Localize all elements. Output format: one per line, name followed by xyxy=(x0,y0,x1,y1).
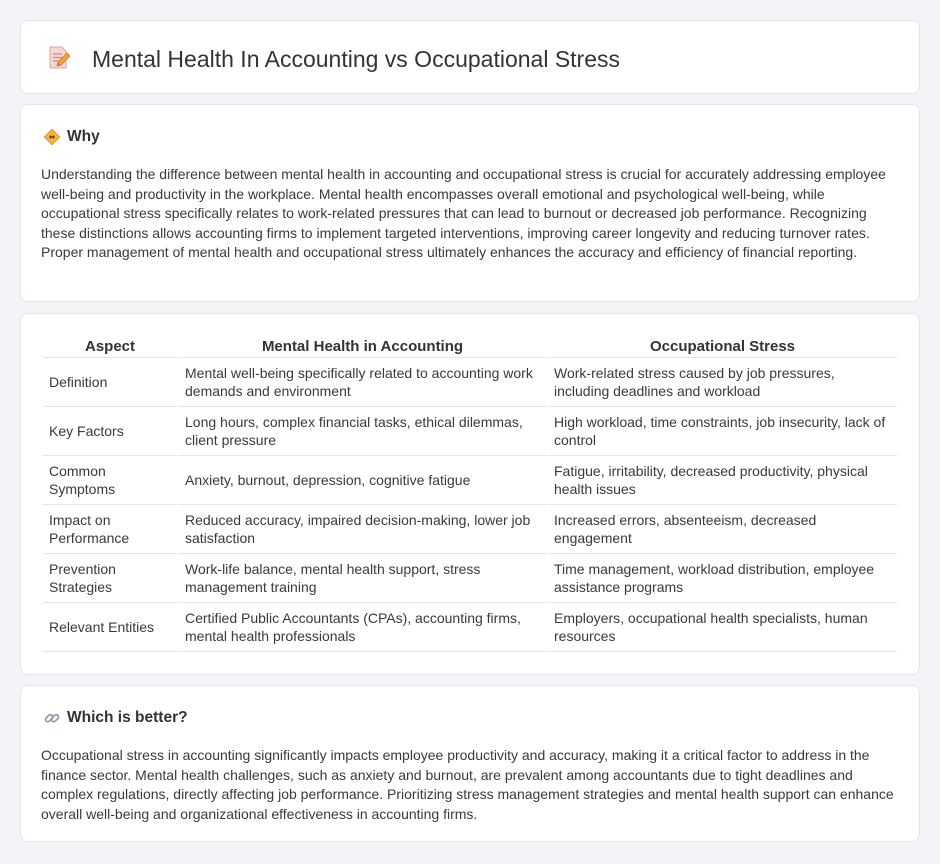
diamond-arrows-icon xyxy=(43,128,61,146)
table-row xyxy=(43,554,897,603)
aspect-cell: Key Factors xyxy=(43,407,177,456)
better-heading-row xyxy=(43,708,188,728)
better-text: Occupational stress in accounting significantly impacts employee productivity and accuracy, making it a critical factor to address in the finance sector. Mental health challenges, such as anxiety and burnout, are prevalent among accountants due to tight deadlines and complex regulations, directly affecting job performance. Prioritizing stress management strategies and mental health support can enhance overall well-being and organizational effectiveness in accounting firms. xyxy=(41,747,894,822)
table-row xyxy=(43,407,897,456)
aspect-cell: Relevant Entities xyxy=(43,603,177,652)
table-row xyxy=(43,456,897,505)
table-header-row xyxy=(43,336,897,358)
page-title: Mental Health In Accounting vs Occupational Stress xyxy=(92,46,621,72)
comparison-table xyxy=(41,336,899,652)
mental-health-cell: Mental well-being specifically related to accounting work demands and environment xyxy=(179,358,546,407)
comparison-section xyxy=(20,313,920,675)
table-row xyxy=(43,505,897,554)
better-heading: Which is better? xyxy=(67,709,188,726)
mental-health-cell: Anxiety, burnout, depression, cognitive fatigue xyxy=(179,456,546,505)
occupational-stress-cell: Fatigue, irritability, decreased productivity, physical health issues xyxy=(548,456,897,505)
why-heading-row xyxy=(43,127,100,147)
mental-health-cell: Reduced accuracy, impaired decision-making, lower job satisfaction xyxy=(179,505,546,554)
aspect-cell: Impact on Performance xyxy=(43,505,177,554)
mental-health-cell: Long hours, complex financial tasks, ethical dilemmas, client pressure xyxy=(179,407,546,456)
link-icon xyxy=(43,709,61,727)
why-text: Understanding the difference between mental health in accounting and occupational stress is crucial for accurately addressing employee well-being and productivity in the workplace. Mental health encompasses overall emotional and psychological well-being, while occupational stress specifically relates to work-related pressures that can lead to burnout or decreased job performance. Recognizing these distinctions allows accounting firms to implement targeted interventions, improving career longevity and reducing turnover rates. Proper management of mental health and occupational stress ultimately enhances the accuracy and efficiency of financial reporting. xyxy=(41,166,886,261)
column-header-occupational-stress: Occupational Stress xyxy=(548,336,897,358)
table-row xyxy=(43,358,897,407)
column-header-aspect: Aspect xyxy=(43,336,177,358)
aspect-cell: Common Symptoms xyxy=(43,456,177,505)
why-heading: Why xyxy=(67,128,100,145)
why-section xyxy=(20,104,920,302)
which-is-better-section xyxy=(20,685,920,842)
aspect-cell: Definition xyxy=(43,358,177,407)
occupational-stress-cell: Increased errors, absenteeism, decreased engagement xyxy=(548,505,897,554)
occupational-stress-cell: Employers, occupational health specialists, human resources xyxy=(548,603,897,652)
mental-health-cell: Work-life balance, mental health support, stress management training xyxy=(179,554,546,603)
occupational-stress-cell: High workload, time constraints, job insecurity, lack of control xyxy=(548,407,897,456)
aspect-cell: Prevention Strategies xyxy=(43,554,177,603)
occupational-stress-cell: Time management, workload distribution, employee assistance programs xyxy=(548,554,897,603)
occupational-stress-cell: Work-related stress caused by job pressures, including deadlines and workload xyxy=(548,358,897,407)
mental-health-cell: Certified Public Accountants (CPAs), accounting firms, mental health professionals xyxy=(179,603,546,652)
column-header-mental-health: Mental Health in Accounting xyxy=(179,336,546,358)
document-pencil-icon xyxy=(47,45,71,71)
table-row xyxy=(43,603,897,652)
header-card xyxy=(20,20,920,94)
